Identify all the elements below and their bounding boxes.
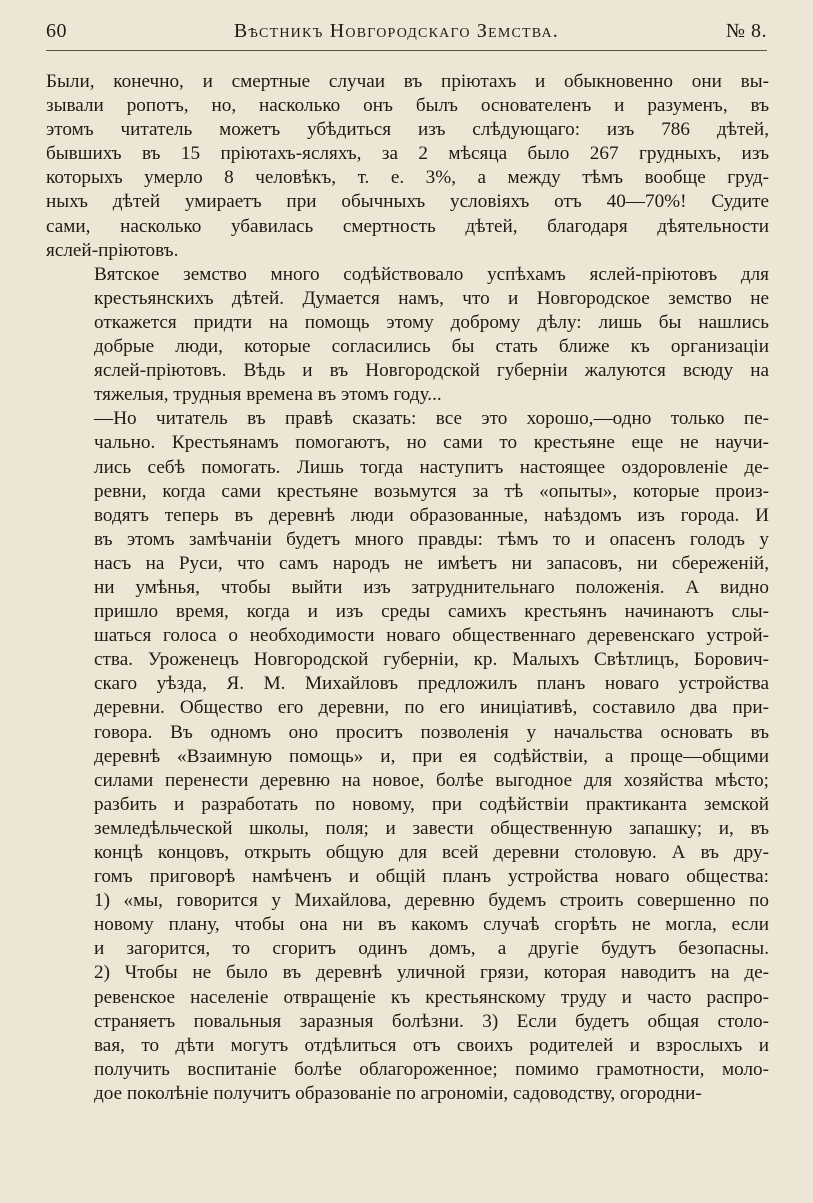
text-line: откажется придти на помощь этому доброму дѣлу: лишь бы нашлись	[94, 311, 769, 333]
issue-number: № 8.	[725, 20, 767, 42]
text-line: 2) Чтобы не было въ деревнѣ уличной грязи, которая наводитъ на де-	[94, 962, 769, 984]
text-line: сами, насколько убавилась смертность дѣтей, благодаря дѣятельности	[46, 215, 769, 237]
text-line: деревни. Общество его деревни, по его иниціативѣ, составило два при-	[94, 697, 769, 719]
text-line: Вятское земство много содѣйствовало успѣхамъ яслей-пріютовъ для	[94, 263, 769, 285]
text-line: разбить и разработать по новому, при содѣйствіи практиканта земской	[94, 793, 769, 815]
text-line: страняетъ повальныя заразныя болѣзни. 3) Если будетъ общая столо-	[94, 1010, 769, 1032]
text-line: тяжелыя, трудныя времена въ этомъ году...	[94, 384, 442, 406]
text-line: насъ на Руси, что самъ народъ не имѣетъ ни запасовъ, ни сбереженій,	[94, 552, 769, 574]
article-body	[46, 70, 769, 1106]
text-line: дое поколѣніе получитъ образованіе по агрономіи, садоводству, огородни-	[94, 1082, 702, 1104]
text-line: ства. Уроженецъ Новгородской губерніи, кр. Малыхъ Свѣтлицъ, Борович-	[94, 649, 769, 671]
text-line: и загорится, то сгоритъ одинъ домъ, а другіе будутъ безопасны.	[94, 938, 769, 960]
text-line: пришло время, когда и изъ среды самихъ крестьянъ начинаютъ слы-	[94, 601, 769, 623]
text-line: ныхъ дѣтей умираетъ при обычныхъ условіяхъ отъ 40—70%! Судите	[46, 191, 769, 213]
text-line: зывали ропотъ, но, насколько онъ былъ основателенъ и разуменъ, въ	[46, 95, 769, 117]
text-line: шаться голоса о необходимости новаго общественнаго деревенскаго устрой-	[94, 625, 769, 647]
text-line: вая, то дѣти могутъ отдѣлиться отъ своихъ родителей и взрослыхъ и	[94, 1034, 769, 1056]
paragraph-3	[46, 407, 769, 1106]
text-line: въ этомъ замѣчаніи будетъ много правды: тѣмъ то и опасенъ голодъ у	[94, 528, 769, 550]
text-line: новому плану, чтобы она ни въ какомъ случаѣ сгорѣть не могла, если	[94, 914, 769, 936]
text-line: говора. Въ одномъ оно проситъ позволенія у начальства основать въ	[94, 721, 769, 743]
text-line: силами перенести деревню на новое, болѣе выгодное для хозяйства мѣсто;	[94, 769, 769, 791]
text-line: ревенское населеніе отвращеніе къ крестьянскому труду и часто распро-	[94, 986, 769, 1008]
text-line: концѣ концовъ, открыть общую для всей деревни столовую. А въ дру-	[94, 842, 769, 863]
text-line: ревни, когда сами крестьяне возьмутся за тѣ «опыты», которые произ-	[94, 480, 769, 502]
text-line: водятъ теперь въ деревнѣ люди образованные, наѣздомъ изъ города. И	[94, 504, 769, 526]
text-line: —Но читатель въ правѣ сказать: все это хорошо,—одно только пе-	[94, 408, 769, 430]
text-line: ни умѣнья, чтобы выйти изъ затруднительнаго положенія. А видно	[94, 576, 769, 598]
text-line: яслей-пріютовъ. Вѣдь и въ Новгородской губерніи жалуются всюду на	[94, 360, 769, 382]
page-number: 60	[46, 20, 67, 42]
text-line: Были, конечно, и смертные случаи въ пріютахъ и обыкновенно они вы-	[46, 71, 769, 92]
page-header	[46, 20, 767, 50]
text-line: скаго уѣзда, Я. М. Михайловъ предложилъ планъ новаго устройства	[94, 673, 769, 695]
text-line: добрые люди, которые согласились бы стать ближе къ организаціи	[94, 336, 769, 358]
text-line: 1) «мы, говорится у Михайлова, деревню будемъ строить совершенно по	[94, 890, 769, 912]
text-line: этомъ читатель можетъ убѣдиться изъ слѣдующаго: изъ 786 дѣтей,	[46, 119, 769, 141]
text-line: получить воспитаніе болѣе облагороженное; помимо грамотности, моло-	[94, 1058, 769, 1080]
text-line: крестьянскихъ дѣтей. Думается намъ, что и Новгородское земство не	[94, 287, 769, 309]
journal-title: Вѣстникъ Новгородскаго Земства.	[233, 20, 559, 42]
text-line: гомъ приговорѣ намѣченъ и общій планъ устройства новаго общества:	[94, 866, 769, 888]
text-line: земледѣльческой школы, поля; и завести общественную запашку; и, въ	[94, 817, 769, 839]
text-line: бывшихъ въ 15 пріютахъ-ясляхъ, за 2 мѣсяца было 267 грудныхъ, изъ	[46, 143, 769, 165]
text-line: чально. Крестьянамъ помогаютъ, но сами то крестьяне еще не научи-	[94, 432, 769, 454]
header-rule	[46, 50, 767, 51]
text-line: которыхъ умерло 8 человѣкъ, т. е. 3%, а между тѣмъ вообще груд-	[46, 167, 769, 189]
text-line: деревнѣ «Взаимную помощь» и, при ея содѣйствіи, а проще—общими	[94, 745, 769, 767]
text-line: лись себѣ помогать. Лишь тогда наступитъ настоящее оздоровленіе де-	[94, 456, 769, 478]
text-line: яслей-пріютовъ.	[46, 239, 179, 261]
paragraph-2	[46, 263, 769, 408]
paragraph-1	[46, 70, 769, 263]
